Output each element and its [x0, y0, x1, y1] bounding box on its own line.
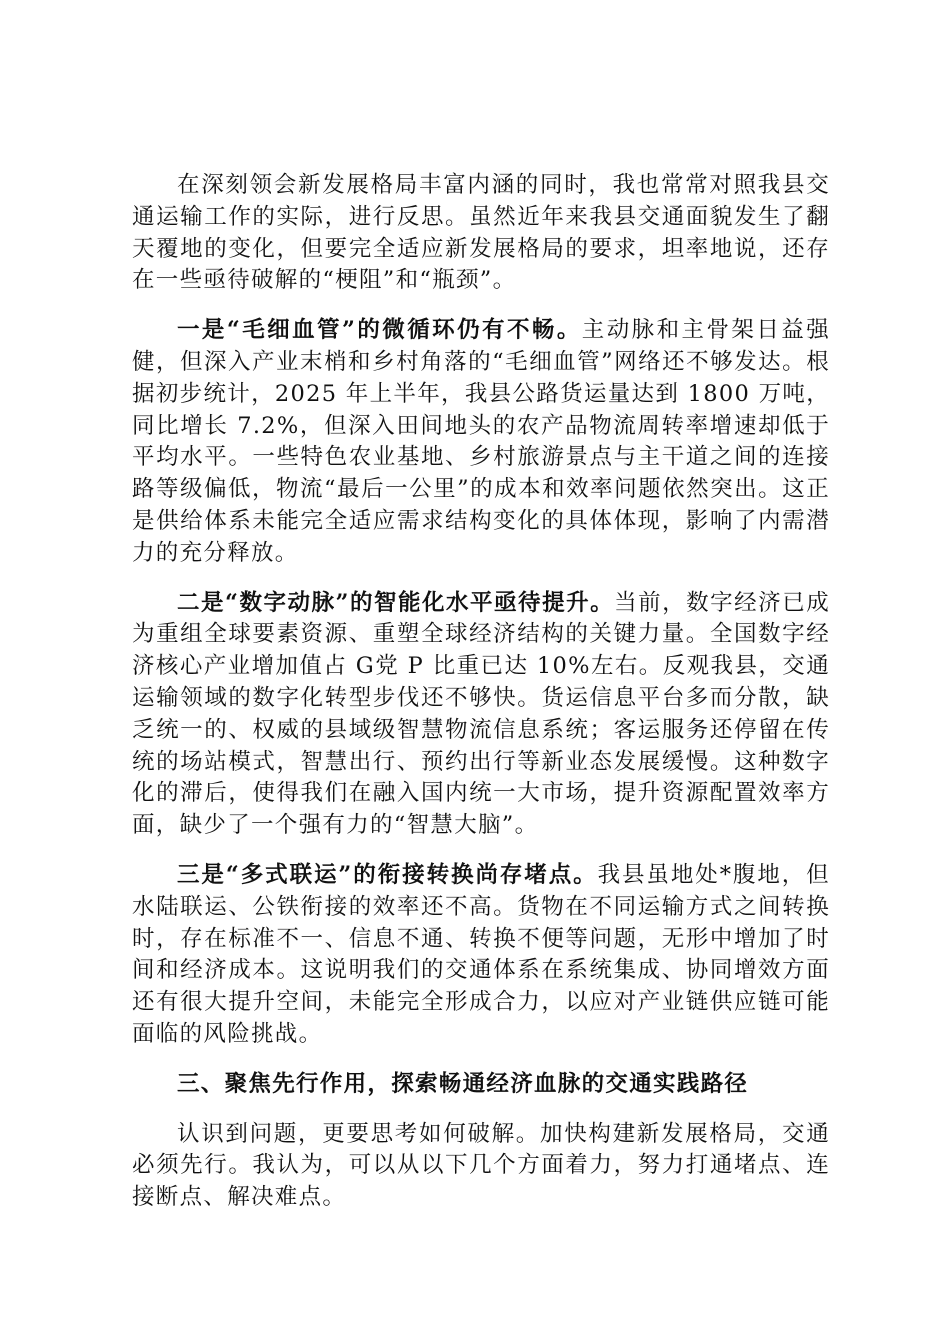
paragraph-point-three [132, 860, 830, 1051]
paragraph-closing [132, 1119, 830, 1214]
point-two-lead: 二是“数字动脉”的智能化水平亟待提升。 [177, 589, 615, 616]
section-heading: 三、聚焦先行作用，探索畅通经济血脉的交通实践路径 [177, 1070, 749, 1097]
paragraph-intro [132, 170, 830, 297]
point-one-lead: 一是“毛细血管”的微循环仍有不畅。 [177, 317, 582, 344]
paragraph-intro-text: 在深刻领会新发展格局丰富内涵的同时，我也常常对照我县交通运输工作的实际，进行反思。虽然近年来我县交通面貌发生了翻天覆地的变化，但要完全适应新发展格局的要求，坦率地说，还存在一些亟待破解的“梗阻”和“瓶颈”。 [132, 172, 830, 294]
paragraph-point-one [132, 315, 830, 569]
document-page [132, 170, 830, 1214]
point-two-text: 当前，数字经济已成为重组全球要素资源、重塑全球经济结构的关键力量。全国数字经济核心产业增加值占 G党 P 比重已达 10%左右。反观我县，交通运输领域的数字化转型步伐还不够快。货运信息平台多而分散，缺乏统一的、权威的县域级智慧物流信息系统；客运服务还停留在传统的场站模式，智慧出行、预约出行等新业态发展缓慢。这种数字化的滞后，使得我们在融入国内统一大市场，提升资源配置效率方面，缺少了一个强有力的“智慧大脑”。 [132, 589, 830, 839]
point-three-text: 我县虽地处*腹地，但水陆联运、公铁衔接的效率还不高。货物在不同运输方式之间转换时，存在标准不一、信息不通、转换不便等问题，无形中增加了时间和经济成本。这说明我们的交通体系在系统集成、协同增效方面还有很大提升空间，未能完全形成合力，以应对产业链供应链可能面临的风险挑战。 [132, 861, 830, 1047]
point-one-text: 主动脉和主骨架日益强健，但深入产业末梢和乡村角落的“毛细血管”网络还不够发达。根据初步统计，2025 年上半年，我县公路货运量达到 1800 万吨，同比增长 7.2%，但深入田间地头的农产品物流周转率增速却低于平均水平。一些特色农业基地、乡村旅游景点与主干道之间的连接路等级偏低，物流“最后一公里”的成本和效率问题依然突出。这正是供给体系未能完全适应需求结构变化的具体体现，影响了内需潜力的充分释放。 [132, 317, 830, 566]
point-three-lead: 三是“多式联运”的衔接转换尚存堵点。 [177, 861, 598, 888]
paragraph-closing-text: 认识到问题，更要思考如何破解。加快构建新发展格局，交通必须先行。我认为，可以从以下几个方面着力，努力打通堵点、连接断点、解决难点。 [132, 1120, 830, 1211]
paragraph-point-two [132, 588, 830, 842]
